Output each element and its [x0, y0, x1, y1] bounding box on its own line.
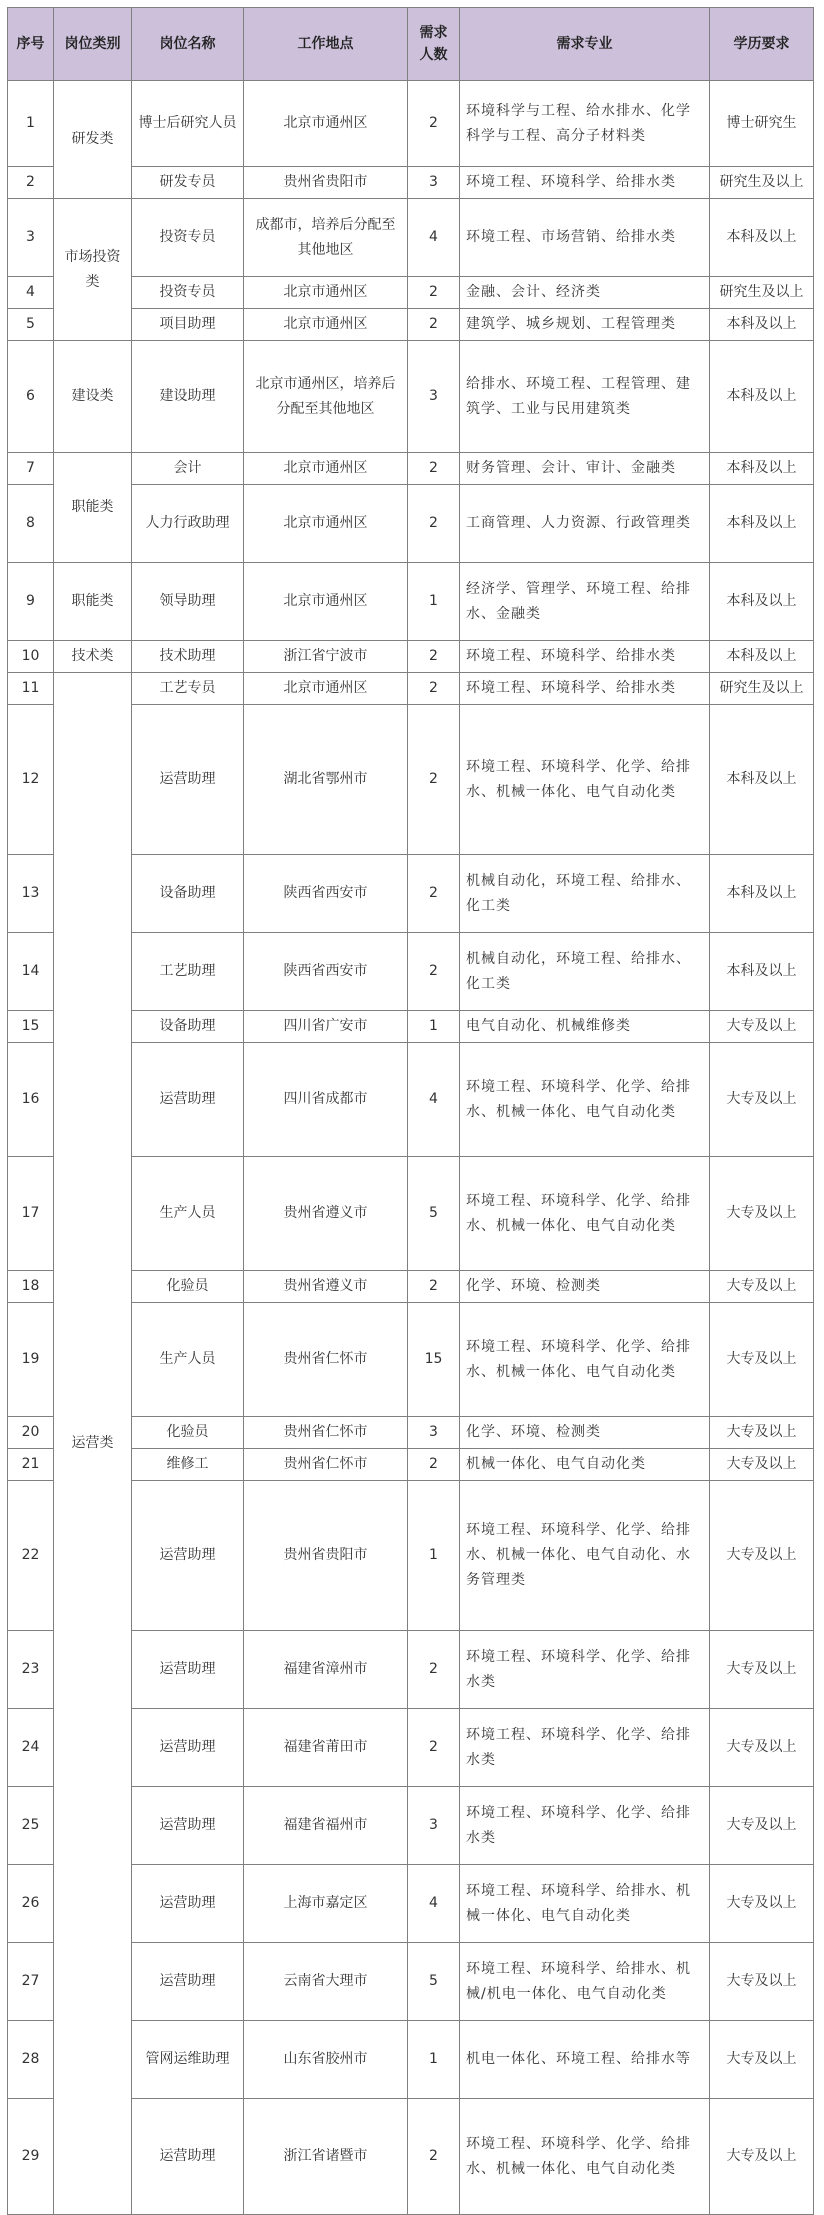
position-cell: 维修工 — [132, 1449, 244, 1481]
row-number-cell: 23 — [8, 1631, 54, 1709]
location-cell: 北京市通州区，培养后分配至其他地区 — [244, 341, 408, 453]
location-cell: 福建省漳州市 — [244, 1631, 408, 1709]
table-row — [8, 453, 814, 485]
major-cell: 环境工程、环境科学、化学、给排水、机械一体化、电气自动化类 — [460, 2099, 710, 2215]
count-cell: 3 — [408, 341, 460, 453]
row-number-cell: 13 — [8, 855, 54, 933]
location-cell: 贵州省贵阳市 — [244, 1481, 408, 1631]
education-cell: 大专及以上 — [710, 1011, 814, 1043]
education-cell: 大专及以上 — [710, 1481, 814, 1631]
major-cell: 机械一体化、电气自动化类 — [460, 1449, 710, 1481]
education-cell: 大专及以上 — [710, 1787, 814, 1865]
count-cell: 2 — [408, 1631, 460, 1709]
header-no: 序号 — [8, 8, 54, 81]
row-number-cell: 29 — [8, 2099, 54, 2215]
header-count: 需求人数 — [408, 8, 460, 81]
location-cell: 贵州省贵阳市 — [244, 167, 408, 199]
row-number-cell: 2 — [8, 167, 54, 199]
position-cell: 人力行政助理 — [132, 485, 244, 563]
header-education: 学历要求 — [710, 8, 814, 81]
education-cell: 大专及以上 — [710, 1157, 814, 1271]
education-cell: 本科及以上 — [710, 705, 814, 855]
table-row — [8, 341, 814, 453]
position-cell: 设备助理 — [132, 1011, 244, 1043]
location-cell: 贵州省仁怀市 — [244, 1449, 408, 1481]
location-cell: 贵州省仁怀市 — [244, 1417, 408, 1449]
education-cell: 研究生及以上 — [710, 673, 814, 705]
location-cell: 北京市通州区 — [244, 673, 408, 705]
location-cell: 贵州省仁怀市 — [244, 1303, 408, 1417]
education-cell: 本科及以上 — [710, 199, 814, 277]
location-cell: 北京市通州区 — [244, 485, 408, 563]
education-cell: 本科及以上 — [710, 641, 814, 673]
count-cell: 2 — [408, 1271, 460, 1303]
count-cell: 15 — [408, 1303, 460, 1417]
category-cell: 市场投资类 — [54, 199, 132, 341]
major-cell: 机电一体化、环境工程、给排水等 — [460, 2021, 710, 2099]
row-number-cell: 16 — [8, 1043, 54, 1157]
major-cell: 环境工程、环境科学、化学、给排水、机械一体化、电气自动化、水务管理类 — [460, 1481, 710, 1631]
education-cell: 大专及以上 — [710, 1631, 814, 1709]
count-cell: 2 — [408, 309, 460, 341]
major-cell: 环境工程、环境科学、给排水类 — [460, 167, 710, 199]
recruitment-table — [7, 7, 814, 2215]
position-cell: 运营助理 — [132, 1481, 244, 1631]
major-cell: 环境工程、环境科学、化学、给排水类 — [460, 1631, 710, 1709]
location-cell: 福建省福州市 — [244, 1787, 408, 1865]
major-cell: 环境工程、环境科学、给排水、机械/机电一体化、电气自动化类 — [460, 1943, 710, 2021]
table-row — [8, 563, 814, 641]
count-cell: 1 — [408, 1481, 460, 1631]
major-cell: 环境工程、环境科学、给排水类 — [460, 641, 710, 673]
position-cell: 运营助理 — [132, 1787, 244, 1865]
major-cell: 环境工程、环境科学、化学、给排水类 — [460, 1787, 710, 1865]
education-cell: 大专及以上 — [710, 1043, 814, 1157]
position-cell: 领导助理 — [132, 563, 244, 641]
header-position: 岗位名称 — [132, 8, 244, 81]
row-number-cell: 7 — [8, 453, 54, 485]
count-cell: 2 — [408, 453, 460, 485]
count-cell: 3 — [408, 1787, 460, 1865]
major-cell: 金融、会计、经济类 — [460, 277, 710, 309]
count-cell: 2 — [408, 485, 460, 563]
category-cell: 运营类 — [54, 673, 132, 2215]
location-cell: 北京市通州区 — [244, 453, 408, 485]
education-cell: 本科及以上 — [710, 309, 814, 341]
major-cell: 环境工程、环境科学、化学、给排水、机械一体化、电气自动化类 — [460, 1043, 710, 1157]
position-cell: 运营助理 — [132, 1865, 244, 1943]
location-cell: 贵州省遵义市 — [244, 1271, 408, 1303]
row-number-cell: 10 — [8, 641, 54, 673]
education-cell: 本科及以上 — [710, 933, 814, 1011]
count-cell: 2 — [408, 855, 460, 933]
location-cell: 北京市通州区 — [244, 563, 408, 641]
education-cell: 研究生及以上 — [710, 277, 814, 309]
location-cell: 北京市通州区 — [244, 81, 408, 167]
education-cell: 本科及以上 — [710, 485, 814, 563]
count-cell: 2 — [408, 1449, 460, 1481]
table-row — [8, 81, 814, 167]
location-cell: 四川省广安市 — [244, 1011, 408, 1043]
location-cell: 陕西省西安市 — [244, 933, 408, 1011]
table-row — [8, 673, 814, 705]
location-cell: 北京市通州区 — [244, 309, 408, 341]
major-cell: 电气自动化、机械维修类 — [460, 1011, 710, 1043]
category-cell: 技术类 — [54, 641, 132, 673]
row-number-cell: 24 — [8, 1709, 54, 1787]
position-cell: 生产人员 — [132, 1303, 244, 1417]
category-cell: 研发类 — [54, 81, 132, 199]
row-number-cell: 1 — [8, 81, 54, 167]
major-cell: 环境科学与工程、给水排水、化学科学与工程、高分子材料类 — [460, 81, 710, 167]
education-cell: 大专及以上 — [710, 1943, 814, 2021]
location-cell: 浙江省诸暨市 — [244, 2099, 408, 2215]
major-cell: 给排水、环境工程、工程管理、建筑学、工业与民用建筑类 — [460, 341, 710, 453]
major-cell: 化学、环境、检测类 — [460, 1417, 710, 1449]
education-cell: 大专及以上 — [710, 1449, 814, 1481]
count-cell: 2 — [408, 673, 460, 705]
major-cell: 建筑学、城乡规划、工程管理类 — [460, 309, 710, 341]
category-cell: 职能类 — [54, 563, 132, 641]
education-cell: 本科及以上 — [710, 563, 814, 641]
count-cell: 2 — [408, 81, 460, 167]
row-number-cell: 12 — [8, 705, 54, 855]
row-number-cell: 18 — [8, 1271, 54, 1303]
count-cell: 2 — [408, 641, 460, 673]
major-cell: 机械自动化，环境工程、给排水、化工类 — [460, 855, 710, 933]
count-cell: 3 — [408, 1417, 460, 1449]
major-cell: 财务管理、会计、审计、金融类 — [460, 453, 710, 485]
location-cell: 山东省胶州市 — [244, 2021, 408, 2099]
table-body — [8, 81, 814, 2215]
position-cell: 运营助理 — [132, 1043, 244, 1157]
location-cell: 云南省大理市 — [244, 1943, 408, 2021]
position-cell: 博士后研究人员 — [132, 81, 244, 167]
row-number-cell: 20 — [8, 1417, 54, 1449]
position-cell: 工艺助理 — [132, 933, 244, 1011]
row-number-cell: 11 — [8, 673, 54, 705]
education-cell: 大专及以上 — [710, 1303, 814, 1417]
table-row — [8, 641, 814, 673]
major-cell: 环境工程、环境科学、化学、给排水、机械一体化、电气自动化类 — [460, 1157, 710, 1271]
position-cell: 生产人员 — [132, 1157, 244, 1271]
row-number-cell: 22 — [8, 1481, 54, 1631]
recruitment-table-container — [7, 7, 814, 2215]
position-cell: 设备助理 — [132, 855, 244, 933]
location-cell: 北京市通州区 — [244, 277, 408, 309]
count-cell: 2 — [408, 705, 460, 855]
row-number-cell: 21 — [8, 1449, 54, 1481]
row-number-cell: 17 — [8, 1157, 54, 1271]
major-cell: 环境工程、环境科学、化学、给排水类 — [460, 1709, 710, 1787]
row-number-cell: 25 — [8, 1787, 54, 1865]
count-cell: 2 — [408, 277, 460, 309]
education-cell: 大专及以上 — [710, 2099, 814, 2215]
location-cell: 四川省成都市 — [244, 1043, 408, 1157]
row-number-cell: 19 — [8, 1303, 54, 1417]
position-cell: 化验员 — [132, 1271, 244, 1303]
row-number-cell: 3 — [8, 199, 54, 277]
location-cell: 成都市，培养后分配至其他地区 — [244, 199, 408, 277]
position-cell: 会计 — [132, 453, 244, 485]
count-cell: 1 — [408, 2021, 460, 2099]
count-cell: 4 — [408, 1865, 460, 1943]
count-cell: 2 — [408, 2099, 460, 2215]
row-number-cell: 4 — [8, 277, 54, 309]
position-cell: 运营助理 — [132, 1943, 244, 2021]
row-number-cell: 14 — [8, 933, 54, 1011]
count-cell: 2 — [408, 933, 460, 1011]
position-cell: 建设助理 — [132, 341, 244, 453]
major-cell: 化学、环境、检测类 — [460, 1271, 710, 1303]
major-cell: 环境工程、环境科学、化学、给排水、机械一体化、电气自动化类 — [460, 1303, 710, 1417]
location-cell: 陕西省西安市 — [244, 855, 408, 933]
position-cell: 投资专员 — [132, 199, 244, 277]
location-cell: 浙江省宁波市 — [244, 641, 408, 673]
major-cell: 环境工程、环境科学、给排水类 — [460, 673, 710, 705]
position-cell: 技术助理 — [132, 641, 244, 673]
count-cell: 5 — [408, 1943, 460, 2021]
position-cell: 研发专员 — [132, 167, 244, 199]
position-cell: 项目助理 — [132, 309, 244, 341]
education-cell: 大专及以上 — [710, 1865, 814, 1943]
education-cell: 大专及以上 — [710, 1271, 814, 1303]
location-cell: 福建省莆田市 — [244, 1709, 408, 1787]
row-number-cell: 15 — [8, 1011, 54, 1043]
major-cell: 环境工程、市场营销、给排水类 — [460, 199, 710, 277]
major-cell: 环境工程、环境科学、化学、给排水、机械一体化、电气自动化类 — [460, 705, 710, 855]
location-cell: 贵州省遵义市 — [244, 1157, 408, 1271]
count-cell: 5 — [408, 1157, 460, 1271]
position-cell: 运营助理 — [132, 2099, 244, 2215]
count-cell: 1 — [408, 1011, 460, 1043]
position-cell: 运营助理 — [132, 1631, 244, 1709]
count-cell: 4 — [408, 1043, 460, 1157]
education-cell: 博士研究生 — [710, 81, 814, 167]
row-number-cell: 26 — [8, 1865, 54, 1943]
header-row — [8, 8, 814, 81]
row-number-cell: 6 — [8, 341, 54, 453]
major-cell: 机械自动化，环境工程、给排水、化工类 — [460, 933, 710, 1011]
major-cell: 经济学、管理学、环境工程、给排水、金融类 — [460, 563, 710, 641]
category-cell: 职能类 — [54, 453, 132, 563]
table-row — [8, 199, 814, 277]
position-cell: 运营助理 — [132, 1709, 244, 1787]
category-cell: 建设类 — [54, 341, 132, 453]
row-number-cell: 5 — [8, 309, 54, 341]
position-cell: 投资专员 — [132, 277, 244, 309]
count-cell: 1 — [408, 563, 460, 641]
row-number-cell: 27 — [8, 1943, 54, 2021]
education-cell: 大专及以上 — [710, 1417, 814, 1449]
count-cell: 4 — [408, 199, 460, 277]
count-cell: 3 — [408, 167, 460, 199]
education-cell: 大专及以上 — [710, 1709, 814, 1787]
education-cell: 本科及以上 — [710, 453, 814, 485]
education-cell: 研究生及以上 — [710, 167, 814, 199]
location-cell: 上海市嘉定区 — [244, 1865, 408, 1943]
position-cell: 运营助理 — [132, 705, 244, 855]
major-cell: 工商管理、人力资源、行政管理类 — [460, 485, 710, 563]
education-cell: 本科及以上 — [710, 855, 814, 933]
education-cell: 大专及以上 — [710, 2021, 814, 2099]
major-cell: 环境工程、环境科学、给排水、机械一体化、电气自动化类 — [460, 1865, 710, 1943]
position-cell: 化验员 — [132, 1417, 244, 1449]
location-cell: 湖北省鄂州市 — [244, 705, 408, 855]
count-cell: 2 — [408, 1709, 460, 1787]
row-number-cell: 9 — [8, 563, 54, 641]
position-cell: 管网运维助理 — [132, 2021, 244, 2099]
header-location: 工作地点 — [244, 8, 408, 81]
header-category: 岗位类别 — [54, 8, 132, 81]
row-number-cell: 8 — [8, 485, 54, 563]
education-cell: 本科及以上 — [710, 341, 814, 453]
position-cell: 工艺专员 — [132, 673, 244, 705]
header-major: 需求专业 — [460, 8, 710, 81]
row-number-cell: 28 — [8, 2021, 54, 2099]
